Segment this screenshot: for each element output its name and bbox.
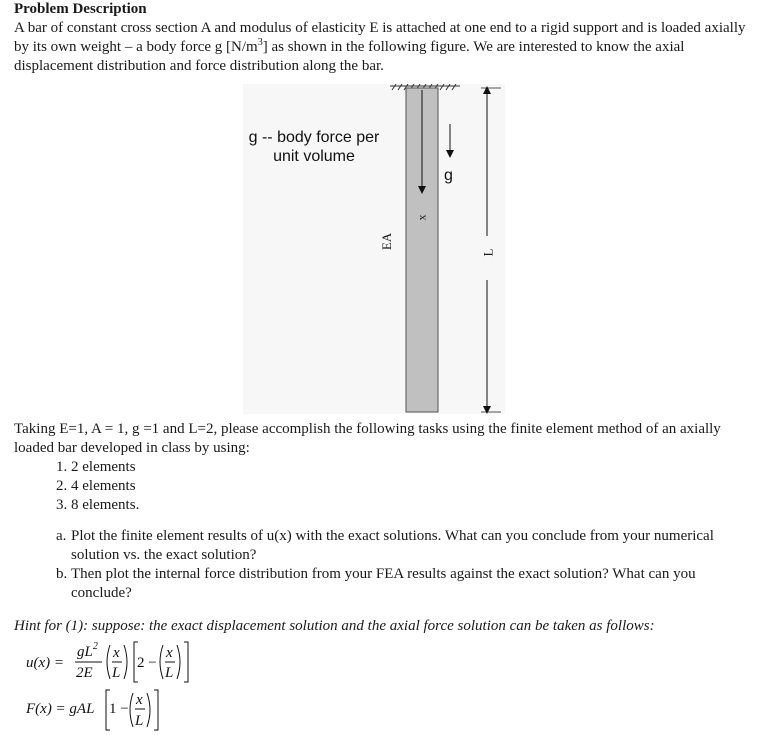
u-L-1: L (112, 665, 121, 681)
intro-text-1: A bar of constant cross section A and modulus of elasticity E is attached at one end to a rigid support and is loaded axially by its own weight – a body force g [N/m (14, 20, 746, 55)
equations (26, 638, 226, 734)
u-x-2: x (166, 645, 173, 661)
task-marker-3: 3. (56, 497, 68, 513)
f-paren-right (147, 693, 150, 727)
tasks-list (14, 458, 744, 515)
f-one-minus: 1 − (109, 701, 129, 717)
u-x-1: x (113, 645, 120, 661)
page-title: Problem Description (14, 1, 147, 17)
f-lhs: F(x) = gAL (26, 701, 95, 717)
intro-paragraph (14, 19, 754, 76)
intro-text-2: ] as shown in the following figure. We are interested to know the axial displacement distribution and force distribution along the bar. (14, 39, 685, 74)
question-a-marker: a. (56, 528, 67, 544)
ea-label: EA (379, 232, 395, 251)
question-a-text: Plot the finite element results of u(x) with the exact solutions. What can you conclude from your numerical solution vs. the exact solution? (71, 528, 714, 563)
question-b (56, 565, 746, 603)
u-lhs: u(x) = (26, 655, 65, 671)
u-two-minus: 2 − (137, 655, 157, 671)
x-label: x (414, 214, 429, 221)
body-force-label (243, 128, 385, 166)
u-paren-left-2 (160, 645, 163, 679)
f-bracket-right (154, 690, 158, 730)
questions-list (56, 527, 746, 603)
task-item-1 (56, 458, 744, 477)
task-marker-2: 2. (56, 478, 68, 494)
task-item-3 (56, 496, 744, 515)
task-text-1: 2 elements (71, 459, 136, 475)
bar-figure (243, 84, 505, 414)
task-text-3: 8 elements. (71, 497, 140, 513)
u-numerator (77, 641, 98, 660)
u-paren-right-1 (124, 645, 127, 679)
u-bracket-right (184, 642, 188, 682)
u-L-2: L (165, 665, 174, 681)
u-num-sup: 2 (92, 641, 98, 652)
u-paren-right-2 (177, 645, 180, 679)
question-a (56, 527, 746, 565)
task-item-2 (56, 477, 744, 496)
f-L: L (135, 713, 144, 729)
f-paren-left (130, 693, 133, 727)
body-force-label-line1: g -- body force per (248, 129, 380, 146)
tasks-section (14, 420, 744, 515)
task-text-2: 4 elements (71, 478, 136, 494)
u-denominator: 2E (76, 665, 93, 681)
tasks-intro: Taking E=1, A = 1, g =1 and L=2, please accomplish the following tasks using the finite element method of an axially loaded bar developed in class by using: (14, 421, 721, 456)
u-paren-left-1 (107, 645, 110, 679)
question-b-marker: b. (56, 566, 68, 582)
question-b-text: Then plot the internal force distribution from your FEA results against the exact solution? What can you conclude? (71, 566, 696, 601)
g-label: g (444, 167, 453, 184)
f-x: x (136, 692, 143, 708)
u-num-text: gL (77, 644, 93, 660)
intro-superscript: 3 (257, 37, 263, 48)
task-marker-1: 1. (56, 459, 68, 475)
body-force-label-line2: unit volume (273, 148, 355, 165)
hint-text: Hint for (1): suppose: the exact displacement solution and the axial force solution can be taken as follows: (14, 618, 655, 634)
l-label: L (480, 248, 496, 257)
